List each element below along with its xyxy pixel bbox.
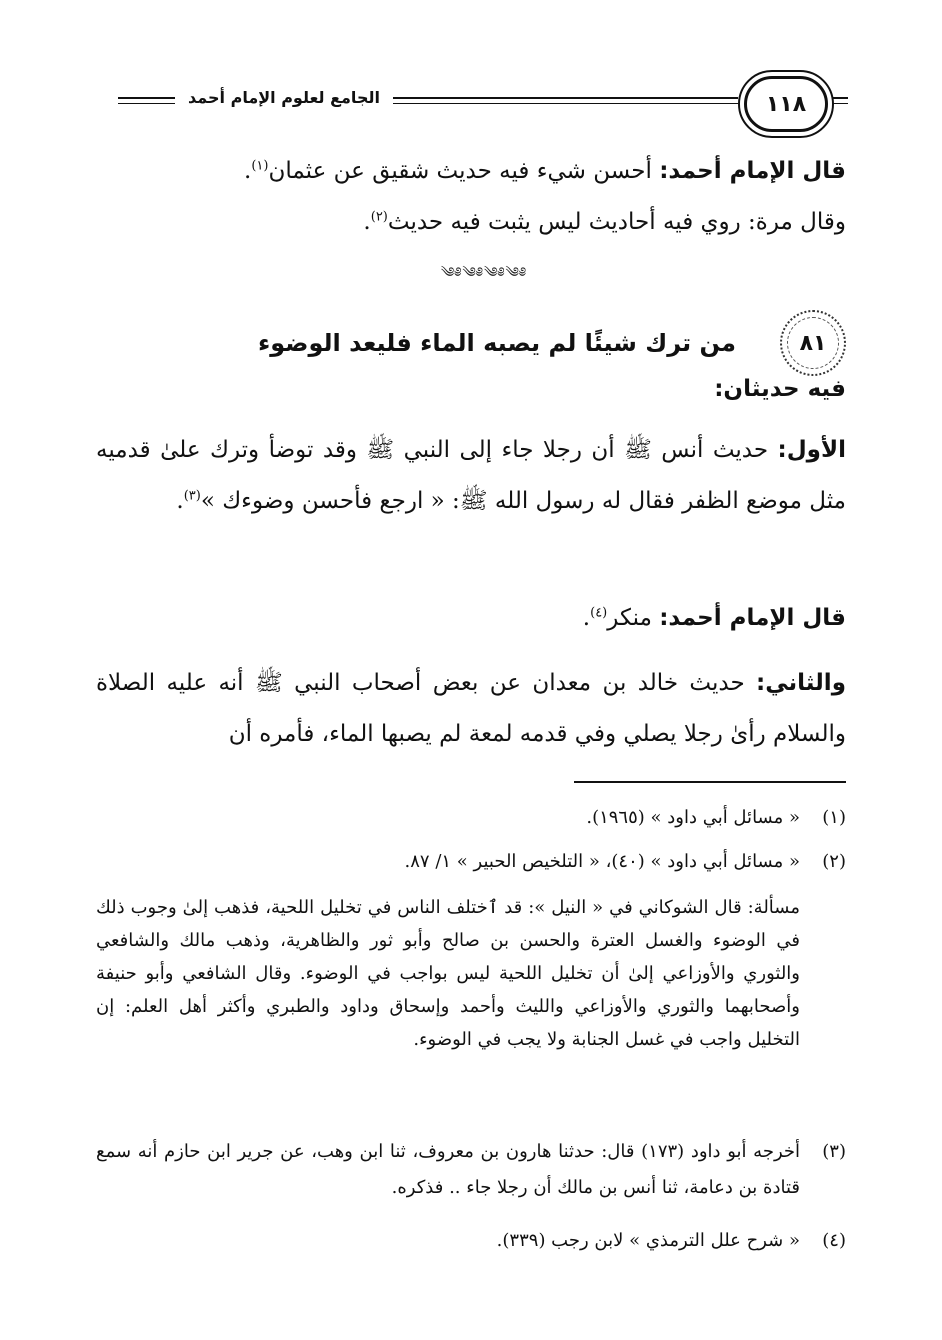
ruling-paragraph — [96, 593, 846, 644]
footnote-number: (٣) — [822, 1141, 846, 1162]
footnote-ref-4: (٤) — [590, 605, 608, 621]
footnote-ref-2: (٢) — [370, 209, 388, 225]
footnote-number: (٤) — [822, 1230, 846, 1251]
page-number: ١١٨ — [744, 76, 828, 132]
page-number-frame — [738, 70, 834, 138]
footnote-text: « مسائل أبي داود » (٤٠)، « التلخيص الحبير » ١/ ٨٧. — [404, 851, 800, 872]
footnote-ref-1: (١) — [251, 158, 269, 174]
footnote-number: (١) — [822, 807, 846, 828]
second-hadith-paragraph — [96, 658, 846, 760]
footnote-2-note: مسألة: قال الشوكاني في « النيل »: قد ٱختلف الناس في تخليل اللحية، فذهب إلىٰ وجوب ذلك في الوضوء والغسل العترة والحسن بن صالح وأبو ثور والظاهرية، وذهب مالك والشافعي والثوري والأوزاعي إلىٰ أن تخليل اللحية ليس بواجب في الوضوء. وقال الشافعي وأبو حنيفة وأصحابهما والثوري والأوزاعي والليث وأحمد وإسحاق وداود والطبري وأكثر أهل العلم: إن التخليل واجب في غسل الجنابة ولا يجب في الوضوء. — [96, 897, 800, 1050]
second-hadith-text: حديث خالد بن معدان عن بعض أصحاب النبي ﷺ أنه عليه الصلاة والسلام رأىٰ رجلا يصلي وفي قدمه لمعة لم يصبها الماء، فأمره أن — [96, 670, 846, 747]
footnote-3 — [96, 1134, 846, 1206]
header-rule-middle — [386, 97, 738, 99]
ruling-text: منكر — [607, 605, 660, 631]
footnote-text: « مسائل أبي داود » (١٩٦٥). — [586, 807, 800, 828]
first-end: . — [176, 488, 184, 514]
second-label: والثاني: — [756, 670, 846, 696]
intro-line-1 — [96, 146, 846, 197]
intro-end-2: . — [363, 209, 371, 235]
header-rule-middle-thin — [386, 103, 738, 104]
intro-end-1: . — [244, 158, 252, 184]
first-hadith-text: حديث أنس ﷺ أن رجلا جاء إلى النبي ﷺ وقد توضأ وترك علىٰ قدميه مثل موضع الظفر فقال له رسول الله ﷺ: « ارجع فأحسن وضوءك » — [96, 437, 846, 514]
first-label: الأول: — [777, 437, 846, 463]
footnote-1 — [96, 800, 846, 836]
intro-quote-2: وقال مرة: روي فيه أحاديث ليس يثبت فيه حديث — [387, 209, 846, 235]
footnote-number: (٢) — [822, 851, 846, 872]
section-number: ٨١ — [799, 330, 827, 356]
ruling-speaker: قال الإمام أحمد: — [659, 605, 846, 631]
intro-quote-1: أحسن شيء فيه حديث شقيق عن عثمان — [268, 158, 660, 184]
section-title: من ترك شيئًا لم يصبه الماء فليعد الوضوء — [257, 329, 736, 357]
running-title: الجامع لعلوم الإمام أحمد — [175, 88, 393, 107]
intro-line-2 — [96, 197, 846, 248]
footnote-text: أخرجه أبو داود (١٧٣) قال: حدثنا هارون بن معروف، ثنا ابن وهب، عن جرير ابن حازم أنه سمع قتادة بن دعامة، ثنا أنس بن مالك أن رجلا جاء .. فذكره. — [96, 1141, 801, 1198]
ornamental-divider: ༄༅༄༅༄༅༄༅ — [440, 265, 528, 281]
footnote-text: « شرح علل الترمذي » لابن رجب (٣٣٩). — [496, 1230, 800, 1251]
footnote-4 — [96, 1223, 846, 1259]
ruling-end: . — [582, 605, 591, 631]
hadith-count: فيه حديثان: — [714, 376, 846, 402]
footnote-ref-3: (٣) — [183, 488, 201, 504]
footnote-separator — [574, 781, 846, 783]
intro-speaker: قال الإمام أحمد: — [659, 158, 846, 184]
footnote-2 — [96, 844, 846, 880]
first-hadith-paragraph — [96, 425, 846, 527]
